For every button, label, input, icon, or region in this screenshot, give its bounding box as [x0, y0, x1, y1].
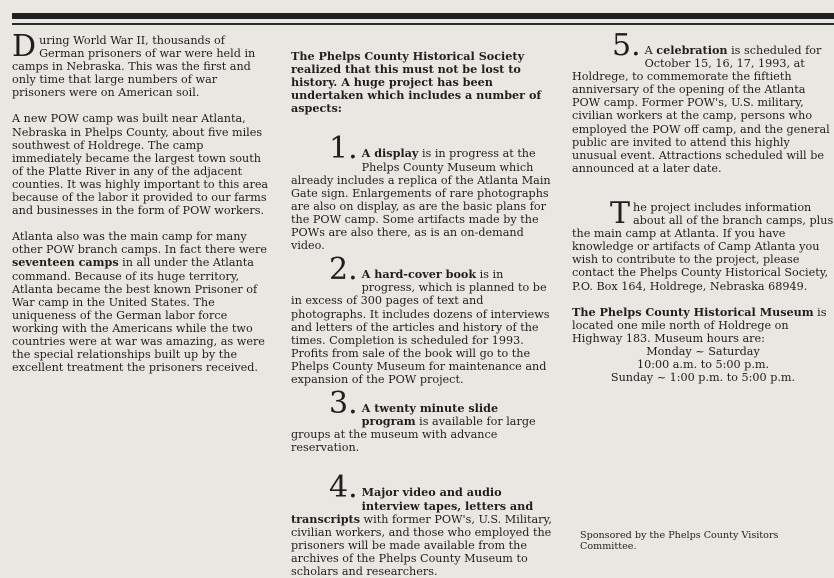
aspect-4 — [291, 470, 553, 578]
aspect-3 — [291, 386, 553, 455]
museum-text: is located one mile north of Holdrege on Highway 183. Museum hours are: — [572, 305, 827, 345]
dropcap-t: T — [610, 195, 631, 231]
aspect-2 — [291, 252, 553, 386]
aspect-5-title: celebration — [656, 43, 728, 57]
society-intro: The Phelps County Historical Society realized that this must not be lost to history. A huge project has been undertaken which includes a number of aspects: — [291, 49, 542, 116]
number-5: 5. — [612, 28, 641, 63]
dropcap-d: D — [12, 29, 37, 64]
main-camp-text-b: in all under the Atlanta command. Because of its huge territory, Atlanta became the best known Prisoner of War camp in the United States. The uniqueness of the German labor force working with the Americans while the two countries were at war was amazing, as were the special relationships built up by the excellent treatment the prisoners received. — [12, 256, 265, 375]
sponsor-credit: Sponsored by the Phelps County Visitors Committee. — [580, 530, 779, 552]
column-right — [572, 28, 834, 385]
number-1: 1. — [329, 131, 358, 167]
aspect-4-title: Major video and audio interview tapes, letters and transcripts — [291, 485, 534, 526]
aspect-4-text: with former POW's, U.S. Military, civilian workers, and those who employed the prisoners will be made available from the archives of the Phelps County Museum to scholars and researchers. — [291, 512, 552, 578]
number-3: 3. — [329, 386, 358, 422]
column-left — [12, 29, 270, 375]
paragraph-branch-camps — [572, 195, 834, 293]
aspect-1 — [291, 131, 553, 253]
aspect-3-title: A twenty minute slide program — [361, 401, 499, 429]
aspect-5-lead: A — [644, 44, 657, 57]
aspect-5-text: is scheduled for October 15, 16, 17, 1993, at Holdrege, to commemorate the fiftieth anniversary of the opening of the Atlanta POW camp. Former POW's, U.S. military, civilian workers at the camp, persons who employed the POW off camp, and the general public are invited to attend this highly unusual event. Attractions scheduled will be announced at a later date. — [572, 44, 830, 175]
museum-name-bold: The Phelps County Historical Museum — [572, 304, 814, 319]
column-middle — [291, 34, 553, 578]
number-2: 2. — [329, 252, 358, 288]
main-camp-text-a: Atlanta also was the main camp for many other POW branch camps. In fact there were — [12, 230, 268, 257]
paragraph-museum — [572, 306, 834, 345]
paragraph-new-camp: A new POW camp was built near Atlanta, Nebraska in Phelps County, about five miles southwest of Holdrege. The camp immediately became the largest town south of the Platte River in any of the adjacent counties. It was highly important to this area because of the labor it provided to our farms and businesses in the form of POW workers. — [12, 112, 269, 218]
hours-line-3: Sunday ~ 1:00 p.m. to 5:00 p.m. — [610, 371, 796, 385]
aspect-5 — [572, 28, 834, 175]
aspect-3-text: is available for large groups at the museum with advance reservation. — [291, 415, 536, 455]
aspect-1-text: is in progress at the Phelps County Museum which already includes a replica of the Atlanta Main Gate sign. Enlargements of rare photographs are also on display, as are the basic plans for the POW camp. Some artifacts made by the POWs are also there, as is an on-demand video. — [291, 147, 551, 253]
seventeen-camps-bold: seventeen camps — [12, 255, 119, 270]
aspect-2-text: is in progress, which is planned to be in excess of 300 pages of text and photographs. It includes dozens of interviews and letters of the articles and history of the times. Completion is scheduled for 1993. Profits from sale of the book will go to the Phelps County Museum for maintenance and expansion of the POW project. — [291, 268, 550, 386]
hours-line-2: 10:00 a.m. to 5:00 p.m. — [636, 357, 770, 371]
branch-camps-text: he project includes information about all of the branch camps, plus the main camp at Atlanta. If you have knowledge or artifacts of Camp Atlanta you wish to contribute to the project, please contact the Phelps County Historical Society, P.O. Box 164, Holdrege, Nebraska 68949. — [572, 200, 834, 293]
number-4: 4. — [329, 470, 358, 506]
intro-text: uring World War II, thousands of German prisoners of war were held in camps in Nebraska. This was the first and only time that large numbers of war prisoners were on American soil. — [12, 34, 256, 100]
paragraph-main-camp — [12, 230, 270, 374]
top-rule-thin — [12, 23, 834, 25]
hours-line-1: Monday ~ Saturday — [646, 344, 760, 358]
aspect-1-title: A display — [361, 146, 419, 161]
top-rule-thick — [12, 13, 834, 19]
aspect-2-title: A hard-cover book — [361, 267, 477, 282]
paragraph-intro — [12, 29, 270, 100]
